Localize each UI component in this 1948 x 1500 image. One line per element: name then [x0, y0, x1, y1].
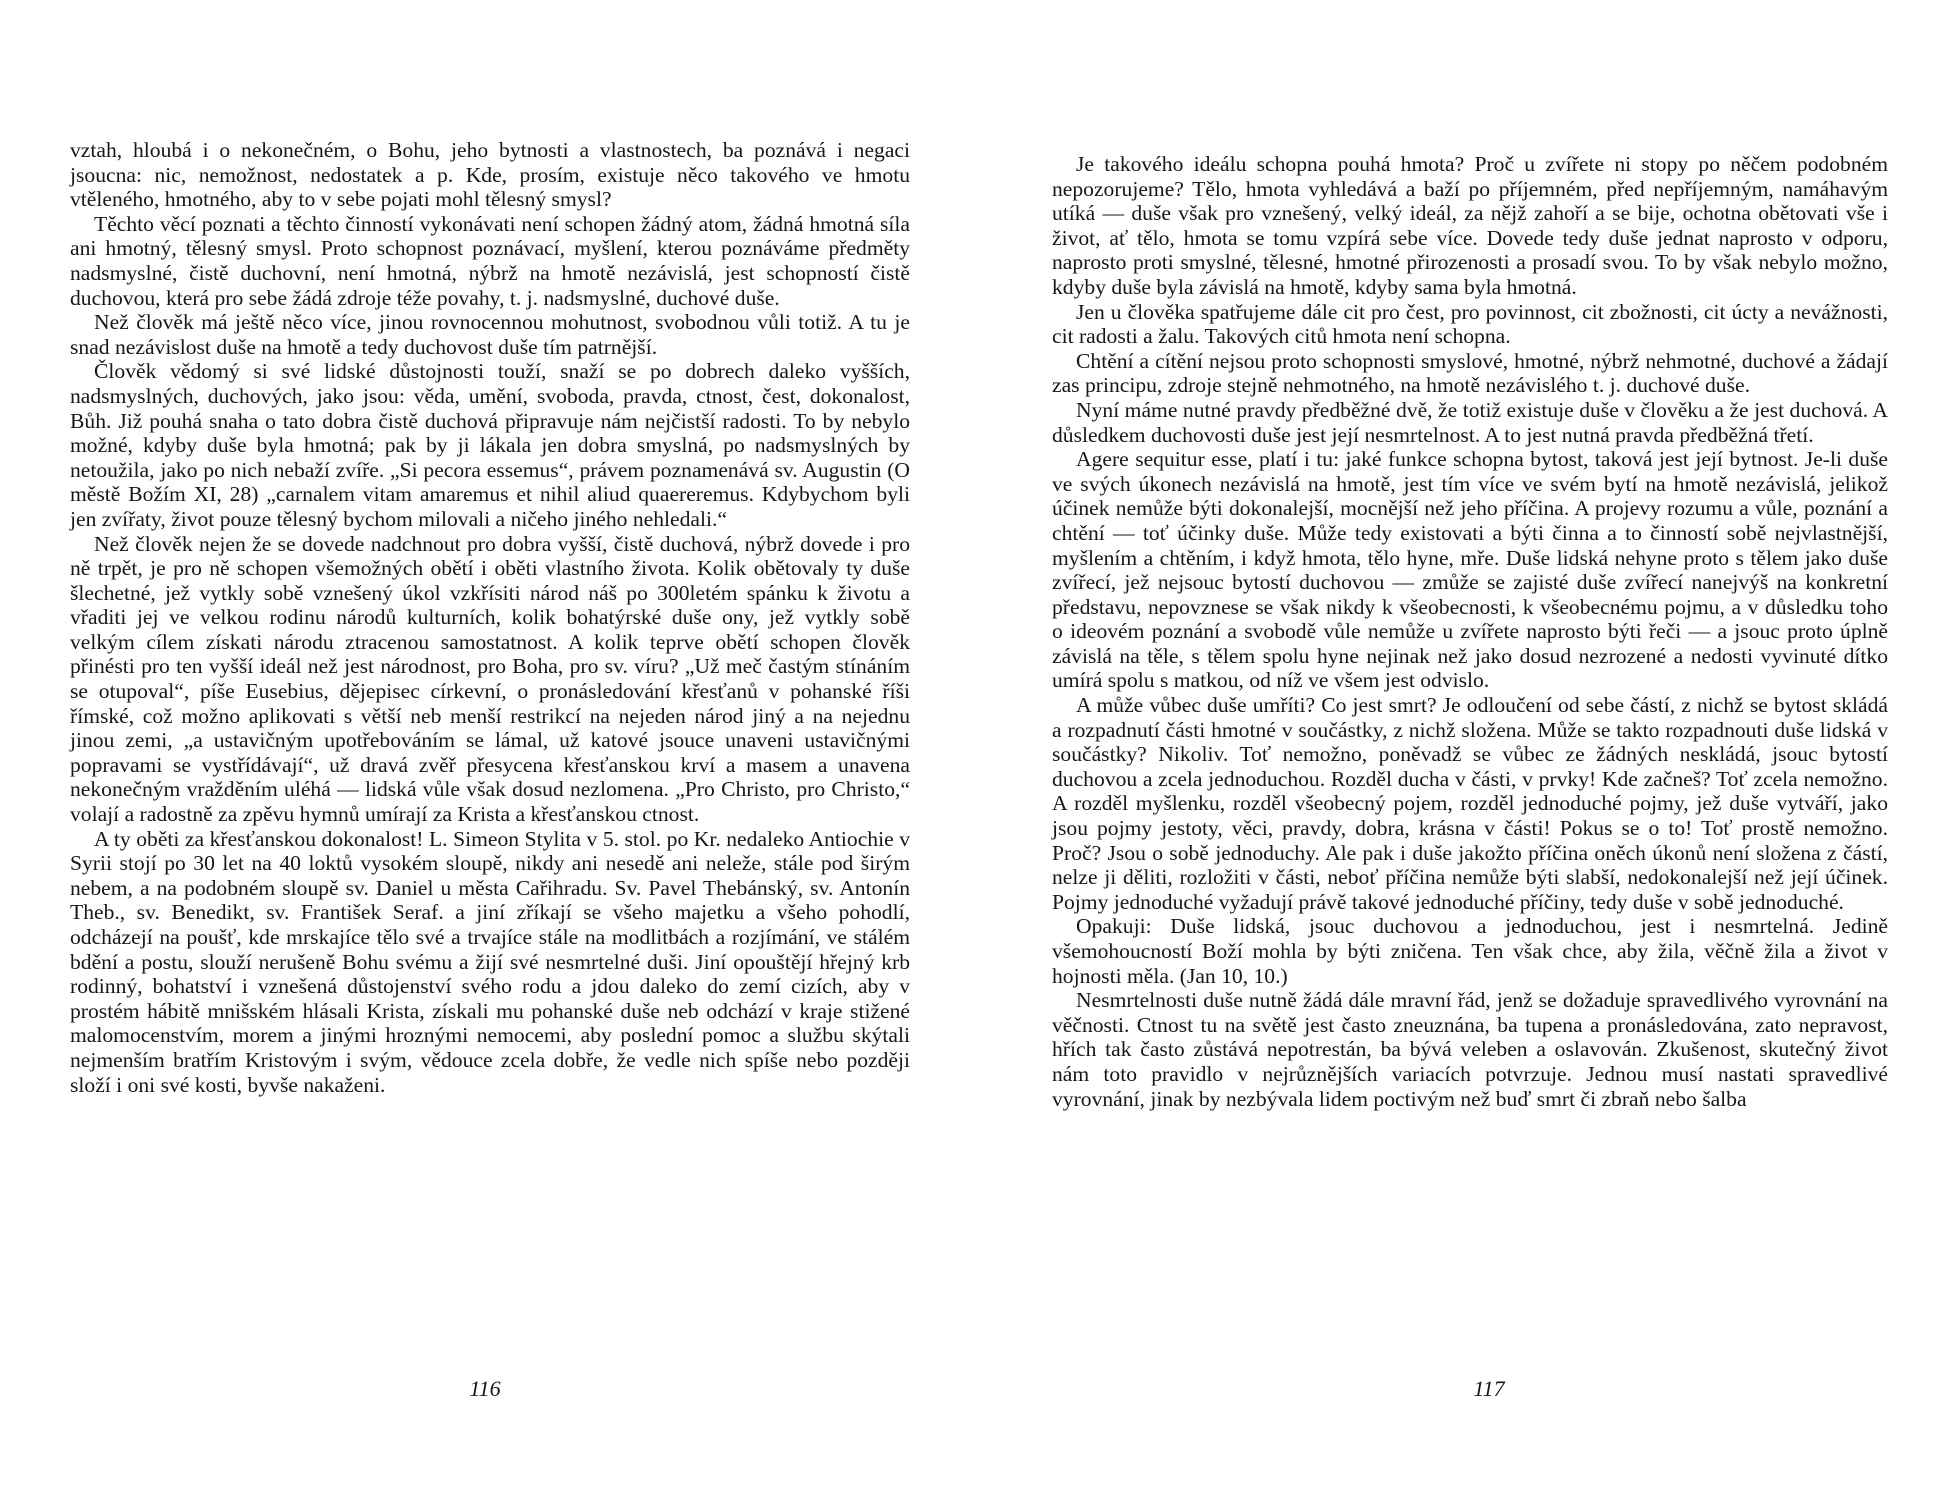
paragraph: Agere sequitur esse, platí i tu: jaké funkce schopna bytost, taková jest její bytnost. Je-li duše ve svých úkonech nezávislá na hmotě, jest tím více ve svém bytí na hmotě nezávislá, jelikož účinek nemůže býti dokonalejší, mocnější než jeho příčina. A projevy rozumu a vůle, poznání a chtění — toť účinky duše. Může tedy existovati a býti činna a to činností sobě nejvlastnější, myšlením a chtěním, i když hmota, tělo hyne, mře. Duše lidská nehyne proto s tělem jako duše zvířecí, jež nejsouc bytostí duchovou — zmůže se zajisté duše zvířecí nanejvýš na konkretní představu, nepovznese se však nikdy k všeobecnosti, k všeobecnému pojmu, a v důsledku toho o ideovém poznání a svobodě vůle nemůže u zvířete naprosto býti řeči — a jsouc proto úplně závislá na těle, s tělem spolu hyne nejinak než jako dosud nezrozené a nedosti vyvinuté dítko umírá spolu s matkou, od níž ve všem jest odvislo.	[1052, 447, 1888, 693]
paragraph: Těchto věcí poznati a těchto činností vykonávati není schopen žádný atom, žádná hmotná síla ani hmotný, tělesný smysl. Proto schopnost poznávací, myšlení, kterou poznáváme předměty nadsmyslné, čistě duchovní, není hmotná, nýbrž na hmotě nezávislá, jest schopností čistě duchovou, která pro sebe žádá zdroje téže povahy, t. j. nadsmyslné, duchové duše.	[70, 211, 910, 310]
paragraph: Člověk vědomý si své lidské důstojnosti touží, snaží se po dobrech daleko vyšších, nadsmyslných, duchových, jako jsou: věda, umění, svoboda, pravda, ctnost, čest, dokonalost, Bůh. Již pouhá snaha o tato dobra čistě duchová připravuje nám nejčistší radosti. To by nebylo možné, kdyby duše byla hmotná; pak by ji lákala jen dobra smyslná, po nadsmyslných by netoužila, jako po nich nebaží zvíře. „Si pecora essemus“, právem poznamenává sv. Augustin (O městě Božím XI, 28) „carnalem vitam amaremus et nihil aliud quaereremus. Kdybychom byli jen zvířaty, život pouze tělesný bychom milovali a ničeho jiného nehledali.“	[70, 359, 910, 531]
paragraph: Než člověk nejen že se dovede nadchnout pro dobra vyšší, čistě duchová, nýbrž dovede i pro ně trpět, je pro ně schopen všemožných obětí i oběti vlastního života. Kolik obětovaly ty duše šlechetné, jež vytkly sobě vznešený úkol vzkřísiti národ náš po 300letém spánku k životu a vřaditi jej ve velkou rodinu národů kulturních, kolik bohatýrské duše ony, jež vytkly sobě velkým cílem získati národu ztracenou samostatnost. A kolik teprve obětí schopen člověk přinésti pro ten vyšší ideál než jest národnost, pro Boha, pro sv. víru? „Už meč častým stínáním se otupoval“, píše Eusebius, dějepisec církevní, o pronásledování křesťanů v pohanské říši římské, což možno aplikovati s větší neb menší restrikcí na nejeden národ jiný a na nejednu jinou zemi, „a ustavičným upotřebováním se lámal, už katové jsouce unaveni ustavičnými popravami se vystřídávají“, už dravá zvěř přesycena křesťanskou krví a masem a unavena nekonečným vražděním uléhá — lidská vůle však dosud nezlomena. „Pro Christo, pro Christo,“ volají a radostně za zpěvu hymnů umírají za Krista a křesťanskou ctnost.	[70, 531, 910, 827]
page-number: 117	[1473, 1376, 1505, 1401]
paragraph: Nyní máme nutné pravdy předběžné dvě, že totiž existuje duše v člověku a že jest duchová. A důsledkem duchovosti duše jest její nesmrtelnost. A to jest nutná pravda předběžná třetí.	[1052, 397, 1888, 447]
left-page-text	[70, 138, 910, 1097]
paragraph: Chtění a cítění nejsou proto schopnosti smyslové, hmotné, nýbrž nehmotné, duchové a žádají zas principu, zdroje stejně nehmotného, na hmotě nezávislého t. j. duchové duše.	[1052, 348, 1888, 398]
paragraph: Jen u člověka spatřujeme dále cit pro čest, pro povinnost, cit zbožnosti, cit úcty a nevážnosti, cit radosti a žalu. Takových citů hmota není schopna.	[1052, 299, 1888, 349]
paragraph: Je takového ideálu schopna pouhá hmota? Proč u zvířete ni stopy po něčem podobném nepozorujeme? Tělo, hmota vyhledává a baží po příjemném, před nepříjemným, namáhavým utíká — duše však pro vznešený, velký ideál, za nějž zahoří a se bije, ochotna obětovati vše i život, ať tělo, hmota se tomu vzpírá sebe více. Dovede tedy duše jednat naprosto v odporu, naprosto proti smyslné, tělesné, hmotné přirozenosti a prosadí svou. To by však nebylo možno, kdyby duše byla závislá na hmotě, kdyby sama byla hmotná.	[1052, 152, 1888, 299]
paragraph: A může vůbec duše umříti? Co jest smrt? Je odloučení od sebe částí, z nichž se bytost skládá a rozpadnutí části hmotné v součástky, z nichž složena. Může se takto rozpadnouti duše lidská v součástky? Nikoliv. Toť nemožno, poněvadž se vůbec ze žádných neskládá, jsouc bytostí duchovou a zcela jednoduchou. Rozděl ducha v části, v prvky! Kde začneš? Toť zcela nemožno. A rozděl myšlenku, rozděl všeobecný pojem, rozděl jednoduché pojmy, jež duše vytváří, jako jsou pojmy jestoty, věci, pravdy, dobra, krásna v části! Pokus se o to! Toť prostě nemožno. Proč? Jsou o sobě jednoduchy. Ale pak i duše jakožto příčina oněch úkonů není složena z částí, nelze ji děliti, rozložiti v části, neboť příčina nemůže býti slabší, nedokonalejší než její účinek. Pojmy jednoduché vyžadují právě takové jednoduché příčiny, tedy duše v sobě jednoduché.	[1052, 693, 1888, 914]
paragraph: Opakuji: Duše lidská, jsouc duchovou a jednoduchou, jest i nesmrtelná. Jedině všemohoucností Boží mohla by býti zničena. Ten však chce, aby žila, věčně žila a život v hojnosti měla. (Jan 10, 10.)	[1052, 914, 1888, 988]
paragraph: A ty oběti za křesťanskou dokonalost! L. Simeon Stylita v 5. stol. po Kr. nedaleko Antiochie v Syrii stojí po 30 let na 40 loktů vysokém sloupě, nikdy ani nesedě ani neleže, stále pod širým nebem, a na podobném sloupě sv. Daniel u města Cařihradu. Sv. Pavel Thebánský, sv. Antonín Theb., sv. Benedikt, sv. František Seraf. a jiní zříkají se všeho majetku a všeho pohodlí, odcházejí na poušť, kde mrskajíce tělo své a trvajíce stále na modlitbách a rozjímání, ve stálém bdění a postu, slouží nerušeně Bohu svému a žijí své nesmrtelné duši. Jiní opouštějí hřejný krb rodinný, bohatství i vznešená důstojenství svého rodu a jdou daleko do zemí cizích, aby v prostém hábitě mnišském hlásali Krista, získali mu pohanské duše neb odchází v kraje stižené malomocenstvím, morem a jinými hroznými nemocemi, aby poslední pomoc a službu skýtali nejmenším bratřím Kristovým i svým, vědouce zcela dobře, že vedle nich spíše nebo později složí i oni své kosti, byvše nakaženi.	[70, 826, 910, 1097]
right-page	[974, 0, 1948, 1500]
page-number: 116	[469, 1376, 501, 1401]
paragraph: vztah, hloubá i o nekonečném, o Bohu, jeho bytnosti a vlastnostech, ba poznává i negaci jsoucna: nic, nemožnost, nedostatek a p. Kde, prosím, existuje něco takového ve hmotu vtěleného, hmotného, aby to v sebe pojati mohl tělesný smysl?	[70, 138, 910, 212]
right-page-text	[1052, 152, 1888, 1111]
paragraph: Nesmrtelnosti duše nutně žádá dále mravní řád, jenž se dožaduje spravedlivého vyrovnání na věčnosti. Ctnost tu na světě jest často zneuznána, ba tupena a pronásledována, zato nepravost, hřích tak často zůstává nepotrestán, ba bývá veleben a oslavován. Zkušenost, skutečný život nám toto pravidlo v nejrůznějších variacích potvrzuje. Jednou musí nastati spravedlivé vyrovnání, jinak by nezbývala lidem poctivým než buď smrt či zbraň nebo šalba	[1052, 988, 1888, 1111]
paragraph: Než člověk má ještě něco více, jinou rovnocennou mohutnost, svobodnou vůli totiž. A tu je snad nezávislost duše na hmotě a tedy duchovost duše tím patrnější.	[70, 310, 910, 359]
